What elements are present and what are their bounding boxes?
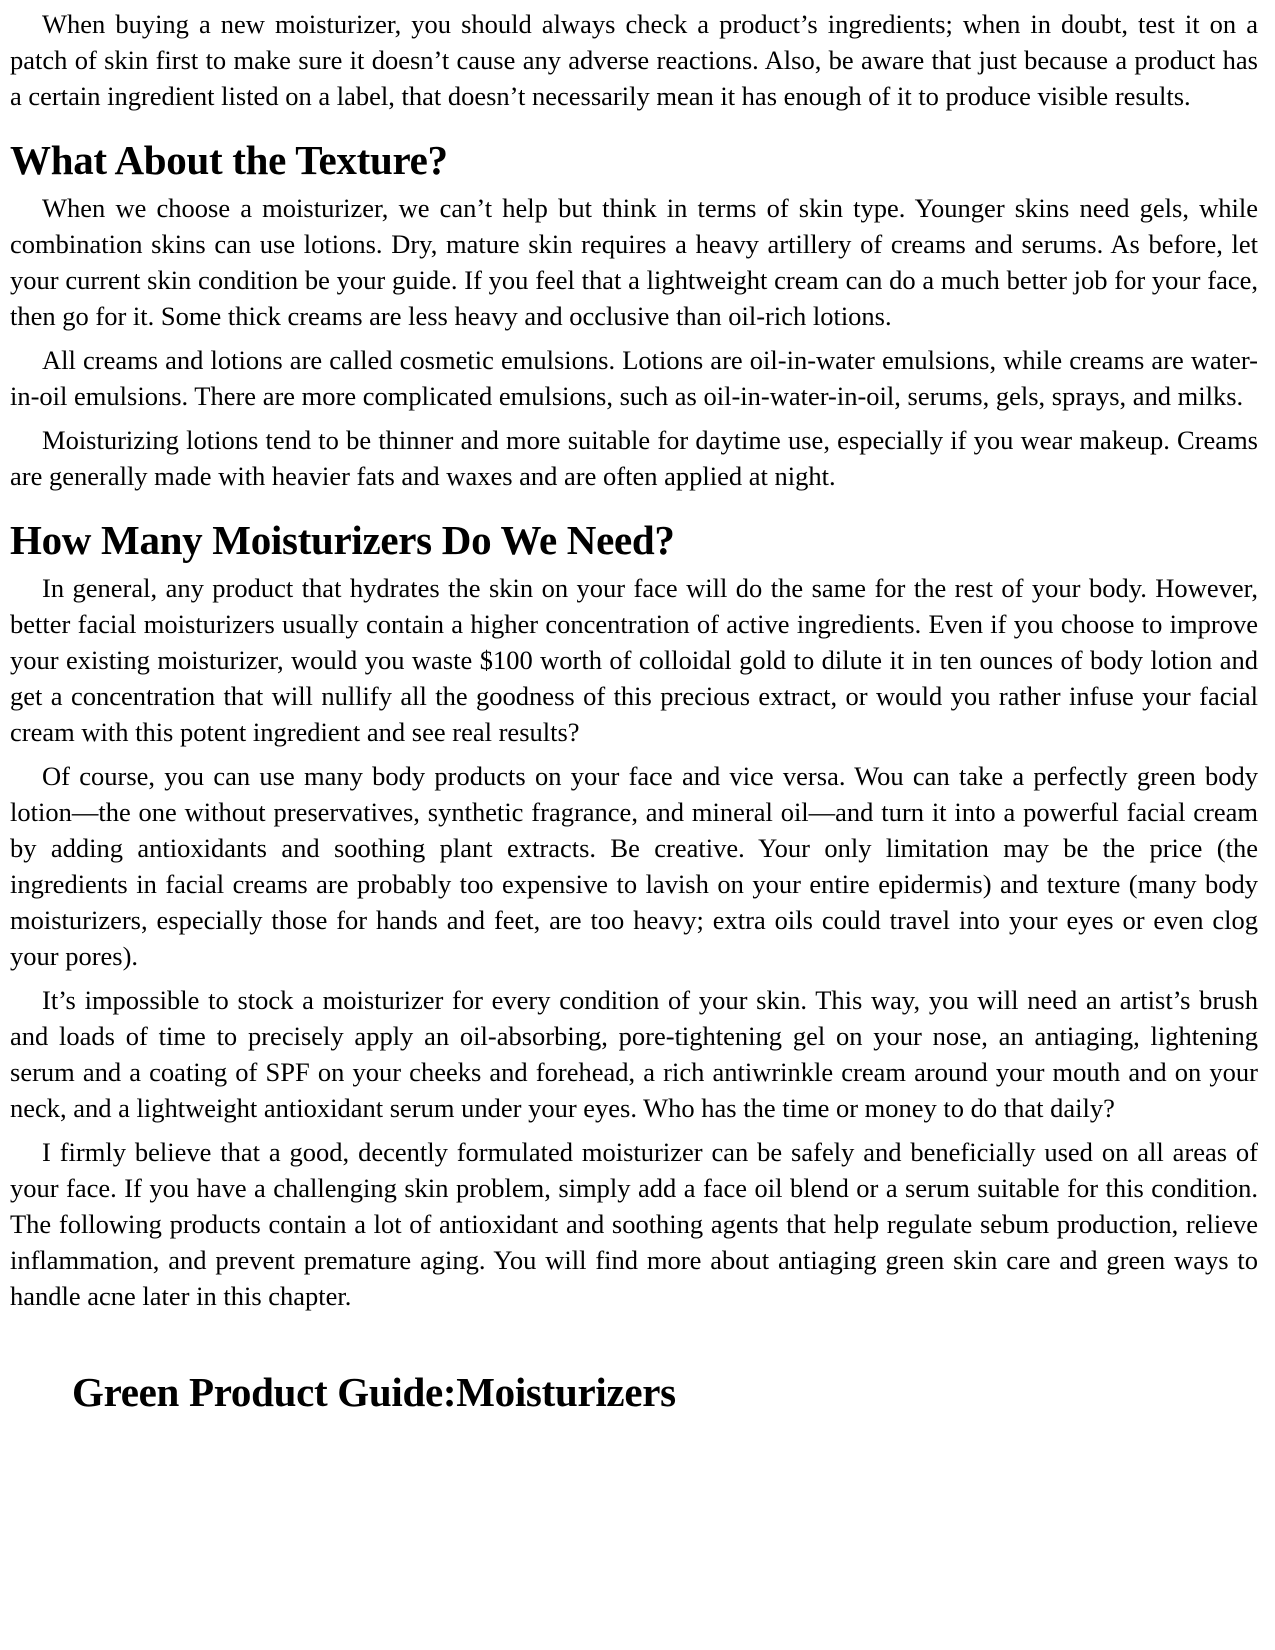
texture-paragraph-3: Moisturizing lotions tend to be thinner and more suitable for daytime use, especially if you wear makeup. Creams are generally made with heavier fats and waxes and are often applied at night. bbox=[10, 425, 1258, 491]
product-guide-heading: Green Product Guide:Moisturizers bbox=[72, 1369, 676, 1415]
how-many-paragraph-4: I firmly believe that a good, decently formulated moisturizer can be safely and beneficially used on all areas of your face. If you have a challenging skin problem, simply add a face oil blend or a serum suitable for this condition. The following products contain a lot of antioxidant and soothing agents that help regulate sebum production, relieve inflammation, and prevent premature aging. You will find more about antiaging green skin care and green ways to handle acne later in this chapter. bbox=[10, 1137, 1258, 1311]
how-many-paragraph-3: It’s impossible to stock a moisturizer for every condition of your skin. This way, you will need an artist’s brush and loads of time to precisely apply an oil-absorbing, pore-tightening gel on your nose, an antiaging, lightening serum and a coating of SPF on your cheeks and forehead, a rich antiwrinkle cream around your mouth and on your neck, and a lightweight antioxidant serum under your eyes. Who has the time or money to do that daily? bbox=[10, 985, 1258, 1123]
intro-paragraph: When buying a new moisturizer, you should always check a product’s ingredients; when in doubt, test it on a patch of skin first to make sure it doesn’t cause any adverse reactions. Also, be aware that just because a product has a certain ingredient listed on a label, that doesn’t necessarily mean it has enough of it to produce visible results. bbox=[10, 9, 1258, 111]
texture-paragraph-2: All creams and lotions are called cosmetic emulsions. Lotions are oil-in-water emulsions, while creams are water-in-oil emulsions. There are more complicated emulsions, such as oil-in-water-in-oil, serums, gels, sprays, and milks. bbox=[10, 345, 1258, 411]
how-many-heading: How Many Moisturizers Do We Need? bbox=[10, 517, 675, 563]
how-many-paragraph-1: In general, any product that hydrates the skin on your face will do the same for the rest of your body. However, better facial moisturizers usually contain a higher concentration of active ingredients. Even if you choose to improve your existing moisturizer, would you waste $100 worth of colloidal gold to dilute it in ten ounces of body lotion and get a concentration that will nullify all the goodness of this precious extract, or would you rather infuse your facial cream with this potent ingredient and see real results? bbox=[10, 573, 1258, 747]
document-page bbox=[10, 6, 1258, 1418]
texture-heading: What About the Texture? bbox=[10, 137, 448, 183]
texture-paragraph-1: When we choose a moisturizer, we can’t help but think in terms of skin type. Younger skins need gels, while combination skins can use lotions. Dry, mature skin requires a heavy artillery of creams and serums. As before, let your current skin condition be your guide. If you feel that a lightweight cream can do a much better job for your face, then go for it. Some thick creams are less heavy and occlusive than oil-rich lotions. bbox=[10, 193, 1258, 331]
how-many-paragraph-2: Of course, you can use many body products on your face and vice versa. Wou can take a perfectly green body lotion—the one without preservatives, synthetic fragrance, and mineral oil—and turn it into a powerful facial cream by adding antioxidants and soothing plant extracts. Be creative. Your only limitation may be the price (the ingredients in facial creams are probably too expensive to lavish on your entire epidermis) and texture (many body moisturizers, especially those for hands and feet, are too heavy; extra oils could travel into your eyes or even clog your pores). bbox=[10, 761, 1258, 971]
